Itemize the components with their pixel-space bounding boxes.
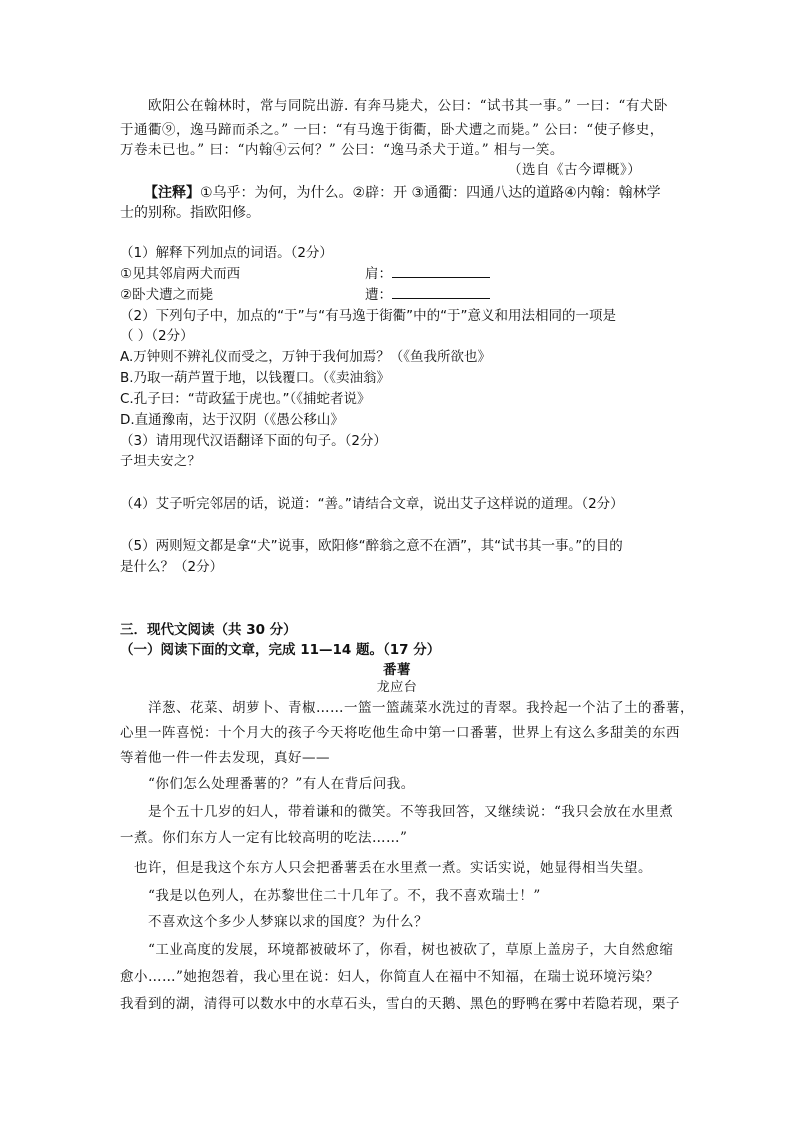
option-a[interactable]: A.万钟则不辨礼仪而受之，万钟于我何加焉？（《鱼我所欲也》 (120, 349, 492, 365)
passage-line: 于通衢⑨，逸马蹄而杀之。” 一曰：“有马逸于街衢，卧犬遭之而毙。” 公曰：“使子修史， (120, 122, 664, 138)
passage-line: 欧阳公在翰林时，常与同院出游. 有奔马毙犬，公曰：“试书其一事。” 一曰：“有犬卧 (148, 98, 668, 114)
question-5: （5）两则短文都是拿“犬”说事，欧阳修“醉翁之意不在酒”，其“试书其一事。”的目的 (120, 538, 623, 554)
option-c[interactable]: C.孔子曰：“苛政猛于虎也。”（《捕蛇者说》 (120, 391, 371, 407)
question-3-sentence: 子坦夫安之？ (120, 454, 202, 469)
article-line: 一煮。你们东方人一定有比较高明的吃法……” (120, 830, 408, 846)
question-5-line-2: 是什么？（2分） (120, 559, 224, 575)
article-line: 等着他一件一件去发现，真好—— (120, 750, 330, 766)
question-3: （3）请用现代汉语翻译下面的句子。（2分） (120, 433, 387, 449)
notes-line (144, 183, 661, 203)
article-line: 心里一阵喜悦：十个月大的孩子今天将吃他生命中第一口番薯，世界上有这么多甜美的东西 (120, 725, 680, 741)
question-2-choice-box[interactable]: （ ）（2分） (120, 328, 194, 344)
passage-line: 万卷未已也。” 曰：“内翰④云何？” 公曰：“逸马杀犬于道。” 相与一笑。 (120, 142, 564, 158)
question-2: （2）下列句子中，加点的“于”与“有马逸于街衢”中的“于”意义和用法相同的一项是 (120, 308, 617, 324)
article-line: 我看到的湖，清得可以数水中的水草石头，雪白的天鹅、黑色的野鸭在雾中若隐若现，栗子 (120, 996, 680, 1012)
notes-line: 士的别称。指欧阳修。 (120, 205, 260, 221)
article-line: 洋葱、花菜、胡萝卜、青椒……一篮一篮蔬菜水洗过的青翠。我拎起一个沾了土的番薯， (148, 700, 694, 716)
question-1: （1）解释下列加点的词语。（2分） (120, 245, 333, 261)
option-b[interactable]: B.乃取一葫芦置于地，以钱覆口。（《卖油翁》 (120, 370, 391, 386)
article-author: 龙应台 (376, 680, 418, 695)
article-title: 番薯 (383, 662, 411, 678)
question-4: （4）艾子听完邻居的话，说道：“善。”请结合文章，说出艾子这样说的道理。（2分） (120, 496, 624, 512)
article-line: “工业高度的发展，环境都被破坏了，你看，树也被砍了，草原上盖房子，大自然愈缩 (148, 942, 674, 958)
answer-blank-1[interactable]: 肩： (365, 264, 490, 284)
question-1-item-2: ②卧犬遭之而毙 (120, 287, 214, 303)
notes-text: ①乌乎：为何，为什么。②辟：开 ③通衢：四通八达的道路④内翰：翰林学 (200, 185, 661, 201)
option-d[interactable]: D.直通豫南，达于汉阴（《愚公移山》 (120, 412, 344, 428)
question-1-item-1: ①见其邻肩两犬而西 (120, 266, 241, 282)
section-heading: 三．现代文阅读（共 30 分） (120, 622, 297, 638)
notes-label: 【注释】 (144, 185, 200, 201)
section-subheading: （一）阅读下面的文章，完成 11—14 题。（17 分） (120, 642, 441, 658)
article-line: 是个五十几岁的妇人，带着谦和的微笑。不等我回答，又继续说：“我只会放在水里煮 (148, 804, 674, 820)
article-line: “我是以色列人，在苏黎世住二十几年了。不，我不喜欢瑞士！” (148, 888, 541, 904)
article-line: “你们怎么处理番薯的？”有人在背后问我。 (148, 776, 415, 792)
article-line: 愈小……”她抱怨着，我心里在说：妇人，你简直人在福中不知福，在瑞士说环境污染？ (120, 969, 660, 985)
article-line: 不喜欢这个多少人梦寐以求的国度？为什么？ (148, 914, 428, 930)
passage-source: （选自《古今谭概》） (508, 162, 642, 178)
answer-blank-2[interactable]: 遭： (365, 285, 490, 305)
article-line: 也许，但是我这个东方人只会把番薯丢在水里煮一煮。实话实说，她显得相当失望。 (134, 860, 652, 876)
